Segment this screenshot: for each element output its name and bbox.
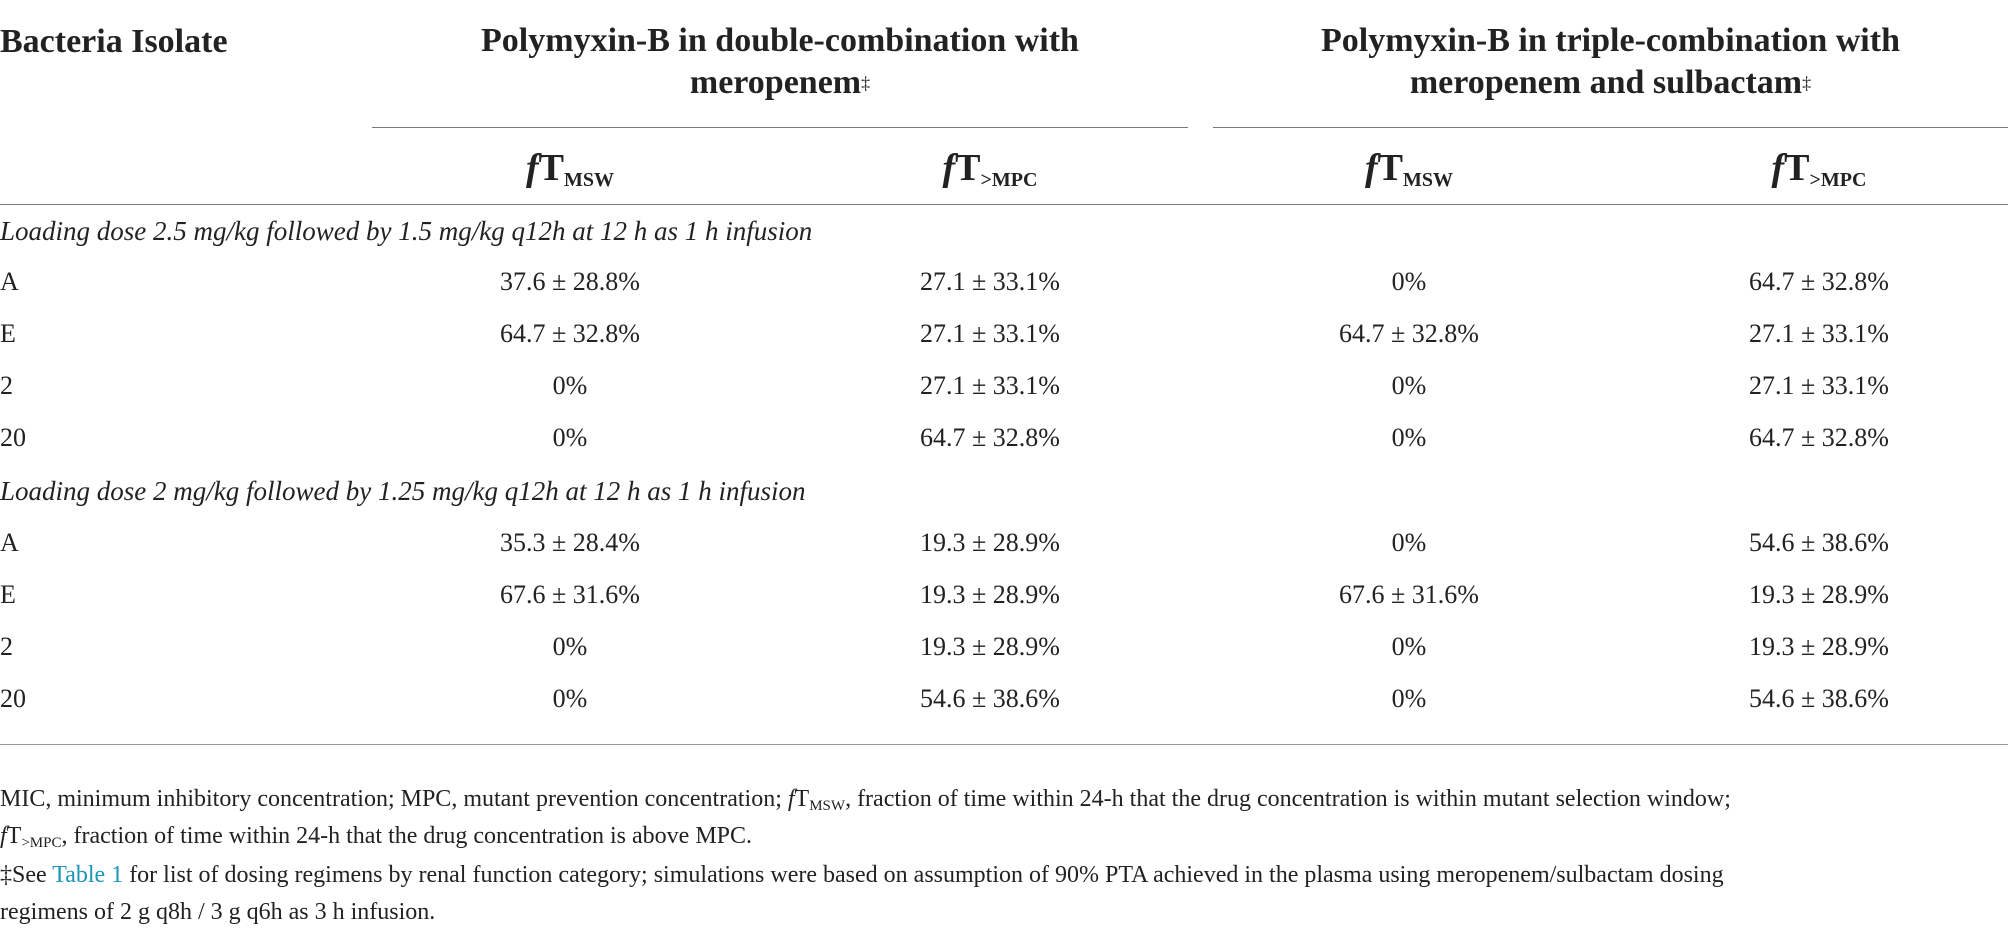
table-row — [0, 526, 2008, 560]
value-cell: 0% — [552, 423, 588, 452]
group-title-line2: meropenem and sulbactam‡ — [1409, 64, 1812, 101]
table-row — [0, 265, 2008, 299]
isolate-cell: A — [0, 267, 19, 296]
isolate-cell: E — [0, 319, 16, 348]
value-cell: 27.1 ± 33.1% — [920, 371, 1060, 400]
isolate-cell: 20 — [0, 684, 26, 713]
table-row — [0, 369, 2008, 403]
value-cell: 54.6 ± 38.6% — [1749, 528, 1889, 557]
value-cell: 19.3 ± 28.9% — [1749, 580, 1889, 609]
section-label: Loading dose 2 mg/kg followed by 1.25 mg/kg q12h at 12 h as 1 h infusion — [0, 476, 806, 506]
group-title-line1: Polymyxin-B in double-combination with — [481, 22, 1079, 59]
group-title-line2: meropenem‡ — [689, 64, 871, 101]
table-row — [0, 682, 2008, 716]
isolate-cell: E — [0, 580, 16, 609]
value-cell: 27.1 ± 33.1% — [1749, 371, 1889, 400]
value-cell: 19.3 ± 28.9% — [1749, 632, 1889, 661]
footnote-dosing-cont: regimens of 2 g q8h / 3 g q6h as 3 h infusion. — [0, 899, 436, 925]
table-row — [0, 421, 2008, 455]
value-cell: 27.1 ± 33.1% — [1749, 319, 1889, 348]
value-cell: 0% — [1391, 632, 1427, 661]
subheader-ftmpc-double: $fT_{>MPC}$ — [942, 147, 1038, 191]
isolate-cell: A — [0, 528, 19, 557]
footnote-mark: ‡ — [1802, 73, 1812, 93]
value-cell: 0% — [552, 684, 588, 713]
footnote-abbreviations: MIC, minimum inhibitory concentration; MPC, mutant prevention concentration; $fT_{MSW}$, fraction of time within 24-h that the drug concentration is within mutant selection window; — [0, 786, 1731, 814]
group-underline — [1213, 127, 2008, 128]
value-cell: 64.7 ± 32.8% — [1749, 423, 1889, 452]
value-cell: 37.6 ± 28.8% — [500, 267, 640, 296]
value-cell: 64.7 ± 32.8% — [1749, 267, 1889, 296]
value-cell: 0% — [1391, 371, 1427, 400]
group-title-line1: Polymyxin-B in triple-combination with — [1321, 22, 1900, 59]
table-row — [0, 317, 2008, 351]
value-cell: 67.6 ± 31.6% — [1339, 580, 1479, 609]
value-cell: 54.6 ± 38.6% — [1749, 684, 1889, 713]
value-cell: 64.7 ± 32.8% — [920, 423, 1060, 452]
subheader-ftmpc-triple: $fT_{>MPC}$ — [1771, 147, 1867, 191]
value-cell: 19.3 ± 28.9% — [920, 528, 1060, 557]
subheader-ftmsw-triple: $fT_{MSW}$ — [1364, 147, 1453, 191]
value-cell: 27.1 ± 33.1% — [920, 319, 1060, 348]
column-header-isolate: Bacteria Isolate — [0, 23, 228, 60]
value-cell: 0% — [552, 632, 588, 661]
value-cell: 35.3 ± 28.4% — [500, 528, 640, 557]
value-cell: 19.3 ± 28.9% — [920, 632, 1060, 661]
header-divider — [0, 204, 2008, 205]
column-group-double-combination — [372, 20, 1188, 108]
value-cell: 0% — [552, 371, 588, 400]
value-cell: 19.3 ± 28.9% — [920, 580, 1060, 609]
table-row — [0, 578, 2008, 612]
value-cell: 67.6 ± 31.6% — [500, 580, 640, 609]
group-underline — [372, 127, 1188, 128]
section-label: Loading dose 2.5 mg/kg followed by 1.5 mg/kg q12h at 12 h as 1 h infusion — [0, 216, 813, 246]
value-cell: 0% — [1391, 267, 1427, 296]
value-cell: 64.7 ± 32.8% — [1339, 319, 1479, 348]
value-cell: 0% — [1391, 423, 1427, 452]
table-bottom-rule — [0, 744, 2008, 745]
value-cell: 27.1 ± 33.1% — [920, 267, 1060, 296]
value-cell: 0% — [1391, 528, 1427, 557]
column-group-triple-combination — [1213, 20, 2008, 108]
isolate-cell: 2 — [0, 371, 13, 400]
subheader-ftmsw-double: $fT_{MSW}$ — [525, 147, 614, 191]
isolate-cell: 2 — [0, 632, 13, 661]
isolate-cell: 20 — [0, 423, 26, 452]
value-cell: 0% — [1391, 684, 1427, 713]
footnote-abbreviations-cont: $fT_{>MPC}$, fraction of time within 24-h that the drug concentration is above MPC. — [0, 823, 753, 851]
table-row — [0, 630, 2008, 664]
value-cell: 64.7 ± 32.8% — [500, 319, 640, 348]
value-cell: 54.6 ± 38.6% — [920, 684, 1060, 713]
table-1-link[interactable]: Table 1 — [52, 862, 124, 888]
footnote-dosing: ‡See Table 1 for list of dosing regimens by renal function category; simulations were based on assumption of 90% PTA achieved in the plasma using meropenem/sulbactam dosing — [0, 862, 1724, 888]
footnote-mark: ‡ — [861, 73, 871, 93]
